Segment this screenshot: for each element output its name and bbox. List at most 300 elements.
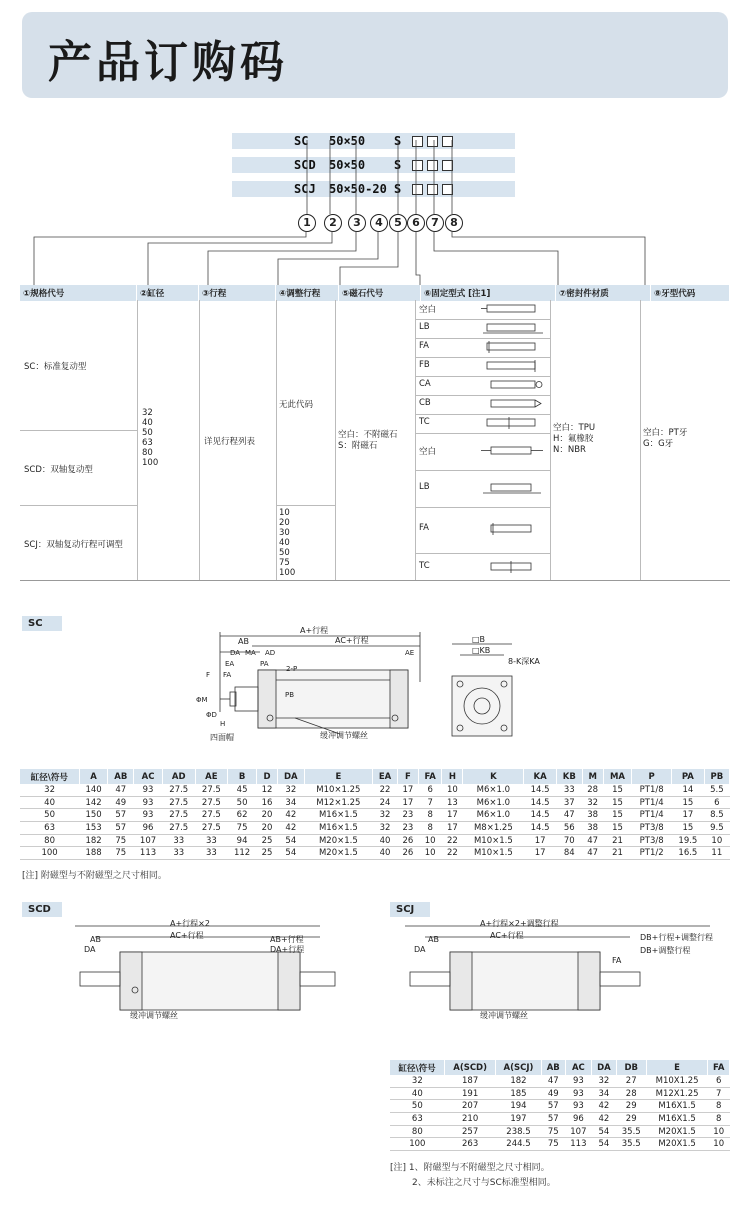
seal-text: 空白：TPU H：氟橡胶 N：NBR [553, 423, 596, 455]
table-cell: 6 [708, 1075, 730, 1087]
dim-da: DA [230, 649, 241, 657]
mount-row: CB [415, 395, 550, 415]
dim-ac: AC+行程 [490, 931, 524, 940]
spec-sc: SC：标准复动型 [24, 362, 87, 372]
table-cell: 21 [603, 847, 632, 860]
table-cell: M16X1.5 [646, 1100, 708, 1113]
sc-drawing [190, 622, 560, 747]
sc.table-header: M [582, 769, 603, 784]
circle-7: 7 [426, 214, 444, 232]
dim-fa: FA [223, 671, 232, 679]
table-cell: M10×1.5 [463, 847, 524, 860]
dim-ac-stroke: AC+行程 [335, 636, 369, 645]
table-cell: 23 [397, 822, 418, 835]
table-cell: 47 [556, 809, 582, 822]
table-cell: 15 [603, 822, 632, 835]
table-cell: 56 [556, 822, 582, 835]
table-cell: 57 [541, 1113, 565, 1126]
table-cell: 17 [524, 847, 557, 860]
table-cell: 26 [397, 847, 418, 860]
table-cell: M6×1.0 [463, 796, 524, 809]
table-cell: 8 [418, 822, 441, 835]
table-cell: 22 [442, 847, 463, 860]
order-table-body [20, 300, 730, 580]
table-cell: 182 [79, 834, 108, 847]
code-s: S [394, 182, 402, 196]
table2-header: 缸径\符号 [390, 1060, 445, 1075]
table-cell: 47 [582, 834, 603, 847]
table-cell: 15 [672, 822, 705, 835]
table-cell: 8 [708, 1113, 730, 1126]
sc.table-header: F [397, 769, 418, 784]
dim-db2: DB+调整行程 [640, 946, 691, 955]
table-cell: 40 [390, 1087, 445, 1100]
table-cell: 113 [134, 847, 163, 860]
table-cell: 28 [582, 784, 603, 796]
table-cell: 32 [278, 784, 305, 796]
table-cell: 42 [278, 809, 305, 822]
table-cell: 14.5 [524, 796, 557, 809]
table-cell: M16X1.5 [646, 1113, 708, 1126]
table-cell: 57 [541, 1100, 565, 1113]
table-cell: 75 [541, 1138, 565, 1151]
header-stroke: ③行程 [199, 285, 276, 301]
table-cell: 12 [256, 784, 277, 796]
dim-ea: EA [225, 660, 235, 668]
code-s: S [394, 158, 402, 172]
dim-db1: DB+行程+调整行程 [640, 933, 714, 942]
table-cell: 197 [496, 1113, 542, 1126]
table-cell: 10 [704, 834, 729, 847]
dim-da: DA [414, 945, 426, 954]
dim-k: 8-K深KA [508, 657, 540, 666]
sc.table-header: PB [704, 769, 729, 784]
table-cell: 15 [672, 796, 705, 809]
scj-drawing [400, 918, 730, 1023]
mount-row: CA [415, 376, 550, 396]
dim-a: A+行程×2+调整行程 [480, 919, 559, 928]
table-cell: 93 [565, 1100, 592, 1113]
table-cell: 93 [134, 809, 163, 822]
table-cell: 15 [603, 809, 632, 822]
table-cell: 10 [418, 847, 441, 860]
table-row [390, 1138, 730, 1151]
table-cell: 27.5 [195, 809, 228, 822]
table2-header: AC [565, 1060, 592, 1075]
table-cell: 153 [79, 822, 108, 835]
table-cell: 150 [79, 809, 108, 822]
table-row [390, 1113, 730, 1126]
dim-da2: DA+行程 [270, 945, 305, 954]
table-cell: 8.5 [704, 809, 729, 822]
table-cell: 40 [20, 796, 79, 809]
circle-6: 6 [407, 214, 425, 232]
table-cell: 63 [390, 1113, 445, 1126]
table-cell: 140 [79, 784, 108, 796]
table-cell: 75 [541, 1125, 565, 1138]
table-cell: 29 [616, 1100, 646, 1113]
sc.table-header: B [228, 769, 257, 784]
table-cell: 28 [616, 1087, 646, 1100]
sc.table-header: KA [524, 769, 557, 784]
table-row [20, 809, 730, 822]
code-s: S [394, 134, 402, 148]
note-2: 2、未标注之尺寸与SC标准型相同。 [412, 1178, 556, 1188]
table-cell: 80 [20, 834, 79, 847]
table-cell: 188 [79, 847, 108, 860]
table-cell: 100 [390, 1138, 445, 1151]
table-cell: 16 [256, 796, 277, 809]
table-row [390, 1087, 730, 1100]
table-cell: 13 [442, 796, 463, 809]
table-cell: 93 [134, 784, 163, 796]
table-cell: 207 [445, 1100, 496, 1113]
dim-ad: AD [265, 649, 276, 657]
table-cell: 34 [278, 796, 305, 809]
table-cell: 6 [704, 796, 729, 809]
code-series: SCD [294, 158, 316, 172]
table-cell: 263 [445, 1138, 496, 1151]
table-cell: 9.5 [704, 822, 729, 835]
table-cell: 210 [445, 1113, 496, 1126]
cushion-label: 缓冲调节螺丝 [320, 731, 368, 740]
table-cell: 54 [278, 834, 305, 847]
table-cell: 17 [397, 796, 418, 809]
table-cell: 142 [79, 796, 108, 809]
page-title: 产品订购码 [48, 37, 288, 88]
table-cell: 38 [582, 809, 603, 822]
note-1: [注] 1、附磁型与不附磁型之尺寸相同。 [390, 1163, 550, 1173]
table-cell: M20X1.5 [646, 1138, 708, 1151]
table-cell: 32 [390, 1075, 445, 1087]
table-cell: PT1/2 [632, 847, 672, 860]
header-mount: ⑥固定型式 [注1] [421, 285, 556, 301]
table-row [390, 1075, 730, 1087]
dim-ac: AC+行程 [170, 931, 204, 940]
mount-list [415, 300, 550, 580]
table-cell: 32 [592, 1075, 616, 1087]
table-cell: 244.5 [496, 1138, 542, 1151]
circle-4: 4 [370, 214, 388, 232]
table-cell: 50 [228, 796, 257, 809]
magnet-text: 空白：不附磁石 S：附磁石 [338, 430, 398, 451]
bore-list: 32 40 50 63 80 100 [142, 408, 159, 468]
table-cell: 34 [592, 1087, 616, 1100]
header-spec: ①规格代号 [20, 285, 137, 301]
spec-scd: SCD：双轴复动型 [24, 465, 93, 475]
table-cell: 38 [582, 822, 603, 835]
table-cell: 54 [592, 1138, 616, 1151]
table-cell: PT1/8 [632, 784, 672, 796]
table-cell: 16.5 [672, 847, 705, 860]
table-cell: M16×1.5 [304, 822, 373, 835]
table-cell: 57 [108, 809, 134, 822]
table-cell: M6×1.0 [463, 809, 524, 822]
code-size: 50×50-20 [329, 182, 387, 196]
sc.table-header: AE [195, 769, 228, 784]
mount-row: FB [415, 357, 550, 377]
table-cell: 33 [556, 784, 582, 796]
table-cell: 5.5 [704, 784, 729, 796]
table-cell: 70 [556, 834, 582, 847]
table-cell: 112 [228, 847, 257, 860]
table-cell: 32 [582, 796, 603, 809]
scd-drawing [70, 918, 340, 1023]
table-cell: 42 [278, 822, 305, 835]
table-cell: M10X1.25 [646, 1075, 708, 1087]
table-cell: 32 [20, 784, 79, 796]
table-cell: 17 [524, 834, 557, 847]
sc.table-header: AB [108, 769, 134, 784]
header-seal: ⑦密封件材质 [556, 285, 651, 301]
table-cell: 17 [397, 784, 418, 796]
table-cell: M20×1.5 [304, 834, 373, 847]
sc-note: [注] 附磁型与不附磁型之尺寸相同。 [22, 871, 167, 881]
table-cell: 54 [592, 1125, 616, 1138]
table-cell: 17 [442, 822, 463, 835]
table-cell: 11 [704, 847, 729, 860]
adjust-values: 10 20 30 40 50 75 100 [279, 508, 296, 578]
table-cell: 49 [541, 1087, 565, 1100]
table-cell: 27.5 [162, 822, 195, 835]
circle-2: 2 [324, 214, 342, 232]
table-cell: M12×1.25 [304, 796, 373, 809]
table-cell: 185 [496, 1087, 542, 1100]
sc.table-header: 缸径\符号 [20, 769, 79, 784]
table-cell: 25 [256, 834, 277, 847]
section-label-scj: SCJ [390, 902, 430, 917]
table-cell: 27.5 [195, 796, 228, 809]
table-row [390, 1100, 730, 1113]
nut-label: 四面帽 [210, 733, 234, 742]
mount-row: 空白 [415, 300, 550, 320]
mount-row: TC [415, 414, 550, 434]
dim-pb: PB [285, 691, 295, 699]
adjust-none: 无此代码 [279, 400, 314, 410]
sc.table-header: K [463, 769, 524, 784]
cushion-label: 缓冲调节螺丝 [480, 1011, 528, 1020]
sc.table-header: AC [134, 769, 163, 784]
sc.table-header: MA [603, 769, 632, 784]
dim-ab2: AB+行程 [270, 935, 304, 944]
table-cell: 32 [373, 822, 398, 835]
table-row [20, 834, 730, 847]
table-cell: 24 [373, 796, 398, 809]
table2-header: DA [592, 1060, 616, 1075]
table-cell: 96 [134, 822, 163, 835]
table2-header: A(SCD) [445, 1060, 496, 1075]
table-cell: 33 [162, 834, 195, 847]
sc.table-header: FA [418, 769, 441, 784]
sc-dimension-table [20, 769, 730, 860]
title-banner [22, 12, 728, 98]
table-cell: PT3/8 [632, 822, 672, 835]
table-cell: 27.5 [195, 822, 228, 835]
table-cell: 93 [565, 1087, 592, 1100]
table-cell: M20X1.5 [646, 1125, 708, 1138]
circle-3: 3 [348, 214, 366, 232]
table-cell: 10 [708, 1138, 730, 1151]
table-cell: 17 [442, 809, 463, 822]
sc.table-header: E [304, 769, 373, 784]
dim-ae: AE [405, 649, 415, 657]
table-cell: M12X1.25 [646, 1087, 708, 1100]
table-cell: 7 [418, 796, 441, 809]
table-cell: 84 [556, 847, 582, 860]
mount-row: TC [415, 553, 550, 580]
table-cell: 27.5 [162, 809, 195, 822]
table-cell: 47 [582, 847, 603, 860]
table-cell: 93 [134, 796, 163, 809]
cushion-label: 缓冲调节螺丝 [130, 1011, 178, 1020]
dim-ab: AB [428, 935, 439, 944]
sc.table-header: A [79, 769, 108, 784]
mount-row: 空白 [415, 433, 550, 471]
dim-fa: FA [612, 956, 622, 965]
code-size: 50×50 [329, 134, 366, 148]
table-row [20, 784, 730, 796]
table-cell: 15 [603, 784, 632, 796]
sc.table-header: DA [278, 769, 305, 784]
table-cell: 22 [442, 834, 463, 847]
sc.table-header: EA [373, 769, 398, 784]
table-cell: 10 [442, 784, 463, 796]
sc.table-header: H [442, 769, 463, 784]
section-label-sc: SC [22, 616, 62, 631]
mount-row: FA [415, 338, 550, 358]
table-cell: 191 [445, 1087, 496, 1100]
table-cell: M16×1.5 [304, 809, 373, 822]
dim-ma: MA [245, 649, 256, 657]
table-cell: 238.5 [496, 1125, 542, 1138]
table-cell: 15 [603, 796, 632, 809]
dim-a-stroke: A+行程 [300, 626, 329, 635]
order-code-table [20, 285, 730, 301]
table-cell: 14.5 [524, 784, 557, 796]
table-cell: 7 [708, 1087, 730, 1100]
table-cell: 33 [195, 847, 228, 860]
dim-a: A+行程×2 [170, 919, 210, 928]
dim-2p: 2-P [286, 665, 298, 673]
table-cell: 20 [256, 809, 277, 822]
circle-5: 5 [389, 214, 407, 232]
table-cell: 27.5 [195, 784, 228, 796]
table-cell: 26 [397, 834, 418, 847]
table-cell: 25 [256, 847, 277, 860]
table-cell: 27.5 [162, 784, 195, 796]
scd-scj-dimension-table [390, 1060, 730, 1151]
table-cell: 40 [373, 834, 398, 847]
table-cell: 100 [20, 847, 79, 860]
table-cell: 33 [195, 834, 228, 847]
table-cell: 47 [108, 784, 134, 796]
table-cell: 32 [373, 809, 398, 822]
table-cell: 47 [541, 1075, 565, 1087]
table-cell: 37 [556, 796, 582, 809]
table-cell: 42 [592, 1113, 616, 1126]
table-cell: 29 [616, 1113, 646, 1126]
table-row [390, 1125, 730, 1138]
table-cell: 8 [418, 809, 441, 822]
mount-row: LB [415, 470, 550, 508]
table-cell: M8×1.25 [463, 822, 524, 835]
table2-header: A(SCJ) [496, 1060, 542, 1075]
table-cell: 113 [565, 1138, 592, 1151]
table2-header: AB [541, 1060, 565, 1075]
header-bore: ②缸径 [137, 285, 199, 301]
table-cell: 107 [134, 834, 163, 847]
header-adjust: ④调整行程 [276, 285, 339, 301]
table-cell: 62 [228, 809, 257, 822]
connector-lines [0, 140, 750, 290]
dim-pa: PA [260, 660, 269, 668]
table-cell: 50 [390, 1100, 445, 1113]
table-cell: 187 [445, 1075, 496, 1087]
table-cell: 35.5 [616, 1125, 646, 1138]
sc.table-header: P [632, 769, 672, 784]
table-cell: 19.5 [672, 834, 705, 847]
dim-h: H [220, 720, 226, 728]
table-cell: 75 [228, 822, 257, 835]
table-cell: 80 [390, 1125, 445, 1138]
table-cell: 17 [672, 809, 705, 822]
table-cell: 49 [108, 796, 134, 809]
table-cell: 23 [397, 809, 418, 822]
thread-text: 空白：PT牙 G：G牙 [643, 428, 688, 449]
table2-header: FA [708, 1060, 730, 1075]
table-cell: 14 [672, 784, 705, 796]
table-cell: 93 [565, 1075, 592, 1087]
header-thread: ⑧牙型代码 [651, 285, 730, 301]
circle-1: 1 [298, 214, 316, 232]
dim-ab: AB [90, 935, 101, 944]
table-cell: 75 [108, 834, 134, 847]
sc.table-header: PA [672, 769, 705, 784]
circle-8: 8 [445, 214, 463, 232]
table-cell: 6 [418, 784, 441, 796]
table-cell: M10×1.25 [304, 784, 373, 796]
table-cell: 40 [373, 847, 398, 860]
code-series: SCJ [294, 182, 316, 196]
table-cell: 27.5 [162, 796, 195, 809]
table-cell: 14.5 [524, 822, 557, 835]
table-cell: 10 [708, 1125, 730, 1138]
table-cell: 27 [616, 1075, 646, 1087]
dim-b: □B [472, 635, 486, 644]
mount-row: LB [415, 319, 550, 339]
table-cell: M10×1.5 [463, 834, 524, 847]
table-cell: 54 [278, 847, 305, 860]
table-cell: 45 [228, 784, 257, 796]
table-cell: 8 [708, 1100, 730, 1113]
section-label-scd: SCD [22, 902, 62, 917]
table-cell: 96 [565, 1113, 592, 1126]
table-cell: 21 [603, 834, 632, 847]
sc.table-header: D [256, 769, 277, 784]
table-cell: 50 [20, 809, 79, 822]
table-cell: 14.5 [524, 809, 557, 822]
table-row [20, 822, 730, 835]
sc.table-header: AD [162, 769, 195, 784]
dim-phim: ΦM [196, 696, 208, 704]
table-cell: 182 [496, 1075, 542, 1087]
sc.table-header: KB [556, 769, 582, 784]
table-row [20, 796, 730, 809]
table2-header: E [646, 1060, 708, 1075]
dim-phid: ΦD [206, 711, 217, 719]
table-cell: 94 [228, 834, 257, 847]
table-row [20, 847, 730, 860]
